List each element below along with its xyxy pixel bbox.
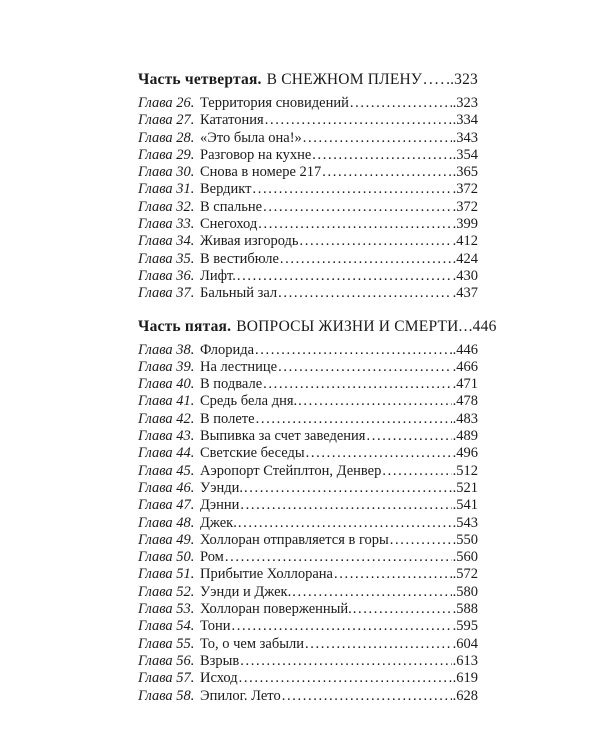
- chapter-row: [138, 181, 478, 198]
- dot-leader: [239, 670, 452, 687]
- chapter-title: Светские беседы: [200, 445, 305, 462]
- chapter-page-number: .613: [452, 652, 478, 669]
- dot-leader: [322, 164, 451, 181]
- chapter-number: Глава 45.: [138, 462, 195, 479]
- dot-leader: [306, 445, 452, 462]
- dot-leader: [240, 653, 451, 670]
- chapter-number: Глава 54.: [138, 618, 195, 635]
- chapter-row: [138, 233, 478, 250]
- chapter-row: [138, 480, 478, 497]
- dot-leader: [282, 688, 452, 705]
- chapter-title: Разговор на кухне: [200, 146, 312, 163]
- chapter-row: [138, 268, 478, 285]
- chapter-row: [138, 376, 478, 393]
- chapter-number: Глава 31.: [138, 181, 195, 198]
- chapter-title: В полете: [200, 410, 255, 427]
- chapter-page-number: .334: [452, 112, 478, 129]
- chapter-row: [138, 147, 478, 164]
- part-heading: [138, 317, 497, 337]
- chapter-page-number: .595: [452, 618, 478, 635]
- dot-leader: [265, 112, 452, 129]
- chapter-number: Глава 32.: [138, 198, 195, 215]
- chapter-number: Глава 50.: [138, 549, 195, 566]
- dot-leader: [253, 181, 452, 198]
- chapter-page-number: .588: [452, 601, 478, 618]
- chapter-title: Вердикт: [200, 181, 252, 198]
- chapter-number: Глава 29.: [138, 146, 195, 163]
- chapter-number: Глава 46.: [138, 479, 195, 496]
- chapter-page-number: .343: [452, 129, 478, 146]
- chapter-title: Бальный зал: [200, 285, 278, 302]
- chapter-title: Холлоран поверженный.: [200, 601, 352, 618]
- chapter-page-number: .471: [452, 376, 478, 393]
- chapter-page-number: .446: [452, 341, 478, 358]
- chapter-title: Живая изгородь: [200, 233, 299, 250]
- chapter-number: Глава 28.: [138, 129, 195, 146]
- chapter-number: Глава 58.: [138, 687, 195, 704]
- chapter-page-number: .437: [452, 285, 478, 302]
- chapter-page-number: .543: [452, 514, 478, 531]
- chapter-row: [138, 359, 478, 376]
- section-spacer: [138, 303, 478, 317]
- part-title: ВОПРОСЫ ЖИЗНИ И СМЕРТИ.: [236, 317, 463, 335]
- chapter-title: На лестнице: [200, 358, 278, 375]
- dot-leader: [256, 411, 452, 428]
- chapter-page-number: .372: [452, 198, 478, 215]
- chapter-title: Снова в номере 217: [200, 164, 322, 181]
- dot-leader: [280, 251, 452, 268]
- chapter-page-number: .372: [452, 181, 478, 198]
- dot-leader: [237, 268, 452, 285]
- chapter-title: Джек.: [200, 514, 237, 531]
- chapter-row: [138, 428, 478, 445]
- chapter-row: [138, 670, 478, 687]
- chapter-page-number: .424: [452, 250, 478, 267]
- chapter-row: [138, 164, 478, 181]
- chapter-number: Глава 57.: [138, 670, 195, 687]
- chapter-number: Глава 52.: [138, 583, 195, 600]
- chapter-row: [138, 688, 478, 705]
- chapter-number: Глава 51.: [138, 566, 195, 583]
- chapter-page-number: .604: [452, 635, 478, 652]
- chapter-page-number: .541: [452, 497, 478, 514]
- part-title: В СНЕЖНОМ ПЛЕНУ: [266, 71, 423, 88]
- dot-leader: [244, 480, 452, 497]
- dot-leader: [263, 199, 452, 216]
- dot-leader: [240, 497, 451, 514]
- chapter-row: [138, 549, 478, 566]
- chapter-page-number: .580: [452, 583, 478, 600]
- chapter-row: [138, 463, 478, 480]
- part-label: Часть четвертая.: [138, 71, 262, 88]
- chapter-number: Глава 42.: [138, 410, 195, 427]
- dot-leader: [278, 359, 452, 376]
- dot-leader: [238, 515, 452, 532]
- chapter-row: [138, 532, 478, 549]
- chapter-page-number: .323: [452, 95, 478, 111]
- chapter-number: Глава 56.: [138, 652, 195, 669]
- chapter-number: Глава 35.: [138, 250, 195, 267]
- chapter-number: Глава 47.: [138, 497, 195, 514]
- chapter-number: Глава 36.: [138, 267, 195, 284]
- dot-leader: [390, 532, 452, 549]
- dot-leader: [312, 147, 451, 164]
- chapter-page-number: .483: [452, 410, 478, 427]
- chapter-title: Прибытие Холлорана: [200, 566, 333, 583]
- chapter-number: Глава 41.: [138, 393, 195, 410]
- chapter-page-number: .572: [452, 566, 478, 583]
- chapter-title: Выпивка за счет заведения: [200, 428, 366, 445]
- chapter-row: [138, 199, 478, 216]
- dot-leader: [464, 317, 468, 337]
- chapter-title: Уэнди и Джек.: [200, 583, 292, 600]
- part-label: Часть пятая.: [138, 317, 232, 335]
- chapter-page-number: .628: [452, 687, 478, 704]
- chapter-row: [138, 95, 478, 112]
- part-heading: [138, 70, 478, 90]
- dot-leader: [278, 285, 451, 302]
- chapter-number: Глава 40.: [138, 376, 195, 393]
- chapter-page-number: .365: [452, 164, 478, 181]
- chapter-page-number: .489: [452, 428, 478, 445]
- chapter-page-number: .478: [452, 393, 478, 410]
- part-page-number: .323: [450, 71, 478, 88]
- chapter-title: Снегоход: [200, 216, 258, 233]
- chapter-title: Взрыв: [200, 652, 240, 669]
- chapter-page-number: .430: [452, 267, 478, 284]
- chapter-page-number: .354: [452, 146, 478, 163]
- chapter-number: Глава 48.: [138, 514, 195, 531]
- chapter-title: Ром: [200, 549, 224, 566]
- chapter-number: Глава 38.: [138, 341, 195, 358]
- dot-leader: [225, 549, 452, 566]
- chapter-number: Глава 30.: [138, 164, 195, 181]
- chapter-title: В подвале: [200, 376, 263, 393]
- dot-leader: [334, 566, 452, 583]
- part-page-number: .446: [468, 317, 497, 335]
- chapter-title: Тони: [200, 618, 231, 635]
- dot-leader: [382, 463, 451, 480]
- chapter-page-number: .560: [452, 549, 478, 566]
- chapter-page-number: .412: [452, 233, 478, 250]
- chapter-row: [138, 653, 478, 670]
- chapter-page-number: .619: [452, 670, 478, 687]
- dot-leader: [305, 636, 452, 653]
- chapter-row: [138, 342, 478, 359]
- chapter-row: [138, 112, 478, 129]
- chapter-title: В спальне: [200, 198, 263, 215]
- chapter-number: Глава 37.: [138, 285, 195, 302]
- chapter-title: Кататония: [200, 112, 264, 129]
- dot-leader: [263, 376, 451, 393]
- chapter-number: Глава 27.: [138, 112, 195, 129]
- dot-leader: [292, 584, 451, 601]
- dot-leader: [353, 601, 452, 618]
- chapter-number: Глава 26.: [138, 95, 195, 111]
- chapter-page-number: .399: [452, 216, 478, 233]
- dot-leader: [366, 428, 451, 445]
- chapter-title: Флорида: [200, 341, 255, 358]
- chapter-row: [138, 285, 478, 302]
- chapter-page-number: .521: [452, 479, 478, 496]
- chapter-title: Холлоран отправляется в горы: [200, 531, 389, 548]
- dot-leader: [300, 233, 452, 250]
- dot-leader: [232, 618, 452, 635]
- chapter-number: Глава 49.: [138, 531, 195, 548]
- chapter-row: [138, 411, 478, 428]
- chapter-number: Глава 55.: [138, 635, 195, 652]
- chapter-page-number: .466: [452, 358, 478, 375]
- chapter-title: Территория сновидений: [200, 95, 349, 111]
- chapter-title: В вестибюле: [200, 250, 279, 267]
- chapter-title: Исход: [200, 670, 238, 687]
- chapter-number: Глава 39.: [138, 358, 195, 375]
- chapter-page-number: .496: [452, 445, 478, 462]
- chapter-number: Глава 34.: [138, 233, 195, 250]
- chapter-title: Лифт.: [200, 267, 236, 284]
- chapter-row: [138, 393, 478, 410]
- chapter-row: [138, 618, 478, 635]
- dot-leader: [423, 70, 449, 90]
- dot-leader: [303, 130, 452, 147]
- chapter-row: [138, 251, 478, 268]
- dot-leader: [298, 393, 451, 410]
- chapter-row: [138, 566, 478, 583]
- chapter-page-number: .512: [452, 462, 478, 479]
- chapter-number: Глава 44.: [138, 445, 195, 462]
- chapter-title: Дэнни: [200, 497, 240, 514]
- chapter-number: Глава 33.: [138, 216, 195, 233]
- dot-leader: [350, 95, 452, 112]
- chapter-title: То, о чем забыли: [200, 635, 304, 652]
- chapter-number: Глава 43.: [138, 428, 195, 445]
- chapter-title: Эпилог. Лето: [200, 687, 281, 704]
- chapter-row: [138, 130, 478, 147]
- chapter-row: [138, 497, 478, 514]
- chapter-title: Уэнди.: [200, 479, 244, 496]
- chapter-row: [138, 636, 478, 653]
- chapter-title: «Это была она!»: [200, 129, 302, 146]
- chapter-row: [138, 445, 478, 462]
- chapter-row: [138, 216, 478, 233]
- chapter-page-number: .550: [452, 531, 478, 548]
- table-of-contents: [138, 70, 497, 705]
- dot-leader: [255, 342, 452, 359]
- chapter-row: [138, 584, 478, 601]
- dot-leader: [258, 216, 451, 233]
- chapter-title: Средь бела дня.: [200, 393, 298, 410]
- chapter-number: Глава 53.: [138, 601, 195, 618]
- chapter-row: [138, 515, 478, 532]
- chapter-title: Аэропорт Стейплтон, Денвер: [200, 462, 382, 479]
- chapter-row: [138, 601, 478, 618]
